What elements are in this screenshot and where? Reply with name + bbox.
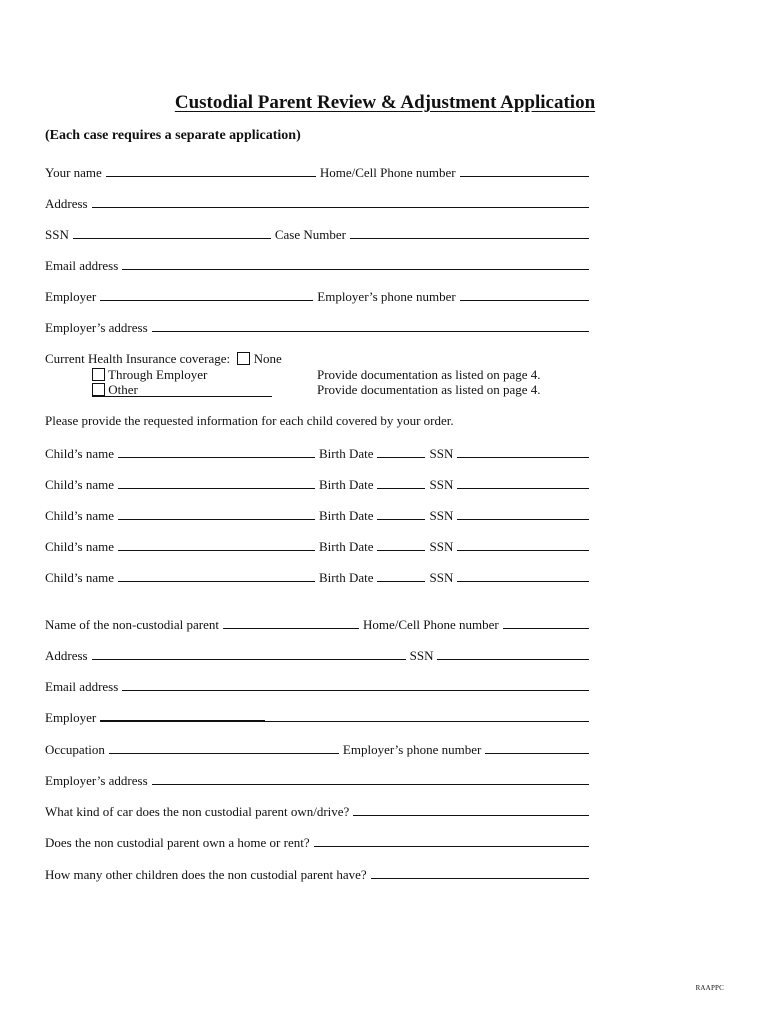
birth-date-field[interactable] <box>377 580 425 582</box>
noncustodial-phone-field[interactable] <box>503 627 589 629</box>
email-field[interactable] <box>122 268 589 270</box>
employer-phone-label: Employer’s phone number <box>317 289 456 304</box>
car-question-row <box>45 799 589 819</box>
ssn-field[interactable] <box>73 237 271 239</box>
other-checkbox[interactable] <box>92 383 105 396</box>
email-label: Email address <box>45 258 119 273</box>
form-title <box>0 92 770 114</box>
birth-date-field[interactable] <box>377 456 425 458</box>
children-question-label: How many other children does the non custodial parent have? <box>45 867 367 882</box>
employer-address-row <box>45 315 589 335</box>
employer-label: Employer <box>45 289 97 304</box>
home-cell-phone-field[interactable] <box>460 175 589 177</box>
other-option <box>92 382 272 397</box>
birth-date-label: Birth Date <box>318 508 374 523</box>
noncustodial-employer-phone-field[interactable] <box>485 752 589 754</box>
birth-date-field[interactable] <box>377 487 425 489</box>
children-question-row <box>45 862 589 882</box>
insurance-row <box>45 351 282 366</box>
home-question-row <box>45 830 589 850</box>
child-name-field[interactable] <box>118 487 315 489</box>
child-name-label: Child’s name <box>45 508 114 523</box>
noncustodial-address-label: Address <box>45 648 88 663</box>
child-name-label: Child’s name <box>45 570 114 585</box>
car-question-field[interactable] <box>353 814 589 816</box>
birth-date-label: Birth Date <box>318 539 374 554</box>
child-name-label: Child’s name <box>45 446 114 461</box>
form-title-text: Custodial Parent Review & Adjustment Application <box>174 92 596 113</box>
doc-note-2: Provide documentation as listed on page 4. <box>317 382 541 397</box>
child-row <box>45 472 589 492</box>
none-checkbox[interactable] <box>237 352 250 365</box>
occupation-label: Occupation <box>45 742 105 757</box>
noncustodial-email-field[interactable] <box>122 689 589 691</box>
child-name-field[interactable] <box>118 456 315 458</box>
noncustodial-ssn-field[interactable] <box>437 658 589 660</box>
child-row <box>45 503 589 523</box>
your-name-row <box>45 160 589 180</box>
noncustodial-name-row <box>45 612 589 632</box>
through-employer-option <box>92 367 207 382</box>
noncustodial-employer-address-row <box>45 768 589 788</box>
occupation-field[interactable] <box>109 752 339 754</box>
employer-field[interactable] <box>100 299 313 301</box>
child-ssn-field[interactable] <box>457 549 589 551</box>
case-number-label: Case Number <box>274 227 346 242</box>
noncustodial-phone-label: Home/Cell Phone number <box>363 617 499 632</box>
noncustodial-employer-label: Employer <box>45 710 97 725</box>
child-ssn-label: SSN <box>429 539 454 554</box>
child-ssn-label: SSN <box>429 508 454 523</box>
noncustodial-address-field[interactable] <box>92 658 406 660</box>
child-ssn-field[interactable] <box>457 518 589 520</box>
ssn-label: SSN <box>45 227 69 242</box>
noncustodial-name-label: Name of the non-custodial parent <box>45 617 219 632</box>
child-name-label: Child’s name <box>45 477 114 492</box>
child-name-field[interactable] <box>118 518 315 520</box>
employer-phone-field[interactable] <box>460 299 589 301</box>
home-question-label: Does the non custodial parent own a home or rent? <box>45 835 310 850</box>
child-ssn-field[interactable] <box>457 487 589 489</box>
noncustodial-address-row <box>45 643 589 663</box>
child-name-field[interactable] <box>118 549 315 551</box>
car-question-label: What kind of car does the non custodial parent own/drive? <box>45 804 350 819</box>
footer-code: RAAPPC <box>695 984 724 992</box>
form-subtitle: (Each case requires a separate application) <box>45 128 301 143</box>
birth-date-label: Birth Date <box>318 570 374 585</box>
noncustodial-name-field[interactable] <box>223 627 359 629</box>
noncustodial-employer-address-field[interactable] <box>152 783 589 785</box>
child-name-label: Child’s name <box>45 539 114 554</box>
birth-date-field[interactable] <box>377 518 425 520</box>
noncustodial-ssn-label: SSN <box>409 648 434 663</box>
children-question-field[interactable] <box>371 877 589 879</box>
birth-date-field[interactable] <box>377 549 425 551</box>
your-name-label: Your name <box>45 165 102 180</box>
occupation-row <box>45 737 589 757</box>
birth-date-label: Birth Date <box>318 446 374 461</box>
noncustodial-employer-field[interactable] <box>100 719 265 722</box>
none-label: None <box>253 351 282 366</box>
child-name-field[interactable] <box>118 580 315 582</box>
child-ssn-field[interactable] <box>457 580 589 582</box>
case-number-field[interactable] <box>350 237 589 239</box>
noncustodial-employer-row <box>45 705 589 725</box>
birth-date-label: Birth Date <box>318 477 374 492</box>
home-question-field[interactable] <box>314 845 589 847</box>
home-cell-phone-label: Home/Cell Phone number <box>319 165 456 180</box>
child-ssn-label: SSN <box>429 570 454 585</box>
your-name-field[interactable] <box>106 175 316 177</box>
doc-note-1: Provide documentation as listed on page 4. <box>317 367 541 382</box>
other-label: Other <box>108 382 138 397</box>
child-ssn-label: SSN <box>429 446 454 461</box>
children-intro: Please provide the requested information for each child covered by your order. <box>45 413 454 428</box>
noncustodial-email-row <box>45 674 589 694</box>
child-ssn-label: SSN <box>429 477 454 492</box>
ssn-case-row <box>45 222 589 242</box>
email-row <box>45 253 589 273</box>
employer-row <box>45 284 589 304</box>
through-employer-label: Through Employer <box>108 367 208 382</box>
noncustodial-employer-address-label: Employer’s address <box>45 773 148 788</box>
employer-address-field[interactable] <box>152 330 589 332</box>
address-label: Address <box>45 196 88 211</box>
address-row <box>45 191 589 211</box>
employer-address-label: Employer’s address <box>45 320 148 335</box>
child-row <box>45 534 589 554</box>
child-row <box>45 565 589 585</box>
noncustodial-email-label: Email address <box>45 679 119 694</box>
address-field[interactable] <box>92 206 589 208</box>
child-ssn-field[interactable] <box>457 456 589 458</box>
noncustodial-employer-field-extension[interactable] <box>265 720 589 722</box>
insurance-label: Current Health Insurance coverage: <box>45 351 231 366</box>
child-row <box>45 441 589 461</box>
noncustodial-employer-phone-label: Employer’s phone number <box>342 742 482 757</box>
through-employer-checkbox[interactable] <box>92 368 105 381</box>
